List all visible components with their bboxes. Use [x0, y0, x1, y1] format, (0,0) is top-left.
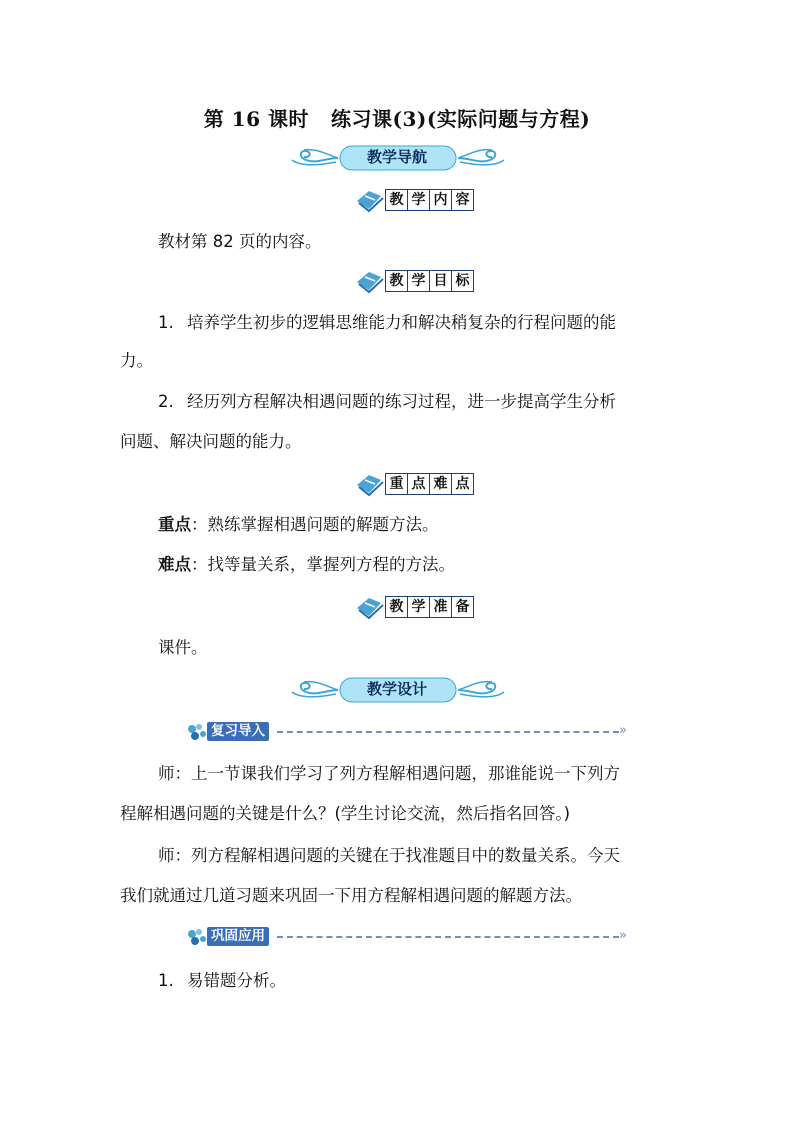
tag-label: 巩固应用: [207, 927, 269, 946]
section-title-char: 重: [386, 474, 408, 494]
section-title-char: 准: [430, 597, 452, 617]
title-lesson-name: 练习课(3)(实际问题与方程): [330, 107, 591, 131]
difficulty-text: ：找等量关系，掌握列方程的方法。: [191, 555, 455, 574]
section-title-char: 点: [455, 476, 470, 492]
section-title-char: 教: [386, 271, 408, 291]
section-title-box: [385, 473, 474, 495]
section-title-char: 教: [386, 597, 408, 617]
difficulty-line: [158, 555, 455, 575]
banner-label: 教学导航: [366, 148, 427, 166]
book-icon: [355, 268, 385, 294]
section-title-box: [385, 270, 474, 292]
key-point-label: 重点: [158, 515, 191, 534]
section-title-char: 学: [408, 190, 430, 210]
section-title-char: 标: [455, 273, 470, 289]
section-title-char: 点: [408, 474, 430, 494]
review-p1-line-2: 程解相遇问题的关键是什么？(学生讨论交流，然后指名回答。): [120, 804, 571, 823]
book-icon: [355, 187, 385, 213]
goal-2-line-2: 问题、解决问题的能力。: [120, 432, 302, 451]
section-title-char: 学: [408, 597, 430, 617]
section-title-char: 容: [455, 192, 470, 208]
section-title-box: [385, 189, 474, 211]
title-lesson-number: 第 16 课时: [203, 107, 309, 131]
goal-1-number: 1.: [158, 313, 174, 332]
goal-2-line-1: 经历列方程解决相遇问题的练习过程，进一步提高学生分析: [187, 392, 616, 411]
section-title-char: 内: [430, 190, 452, 210]
book-icon: [355, 594, 385, 620]
dashed-divider: [277, 731, 619, 733]
difficulty-label: 难点: [158, 555, 191, 574]
goal-1-line-2: 力。: [120, 351, 153, 370]
review-p1-line-1: 师：上一节课我们学习了列方程解相遇问题，那谁能说一下列方: [158, 764, 620, 783]
apply-item-1-number: 1.: [158, 971, 174, 990]
prep-text: 课件。: [158, 638, 208, 657]
key-point-text: ：熟练掌握相遇问题的解题方法。: [191, 515, 439, 534]
content-text: 教材第 82 页的内容。: [158, 232, 322, 251]
review-p2-line-2: 我们就通过几道习题来巩固一下用方程解相遇问题的解题方法。: [120, 886, 582, 905]
double-chevron-right-icon: »: [619, 928, 627, 943]
key-point-line: [158, 515, 439, 535]
section-title-box: [385, 596, 474, 618]
page-title: [0, 103, 794, 132]
section-title-char: 备: [455, 599, 470, 615]
section-title-char: 难: [430, 474, 452, 494]
banner-teaching-nav: [286, 144, 510, 172]
section-title-char: 教: [386, 190, 408, 210]
goal-2-number: 2.: [158, 392, 174, 411]
banner-label: 教学设计: [366, 680, 427, 698]
book-icon: [355, 471, 385, 497]
banner-teaching-design: [286, 676, 510, 704]
review-p2-line-1: 师：列方程解相遇问题的关键在于找准题目中的数量关系。今天: [158, 846, 620, 865]
section-title-char: 学: [408, 271, 430, 291]
goal-1-line-1: 培养学生初步的逻辑思维能力和解决稍复杂的行程问题的能: [187, 313, 616, 332]
apply-item-1-text: 易错题分析。: [187, 971, 286, 990]
dashed-divider: [277, 936, 619, 938]
section-title-char: 目: [430, 271, 452, 291]
tag-label: 复习导入: [207, 722, 269, 741]
double-chevron-right-icon: »: [619, 723, 627, 738]
